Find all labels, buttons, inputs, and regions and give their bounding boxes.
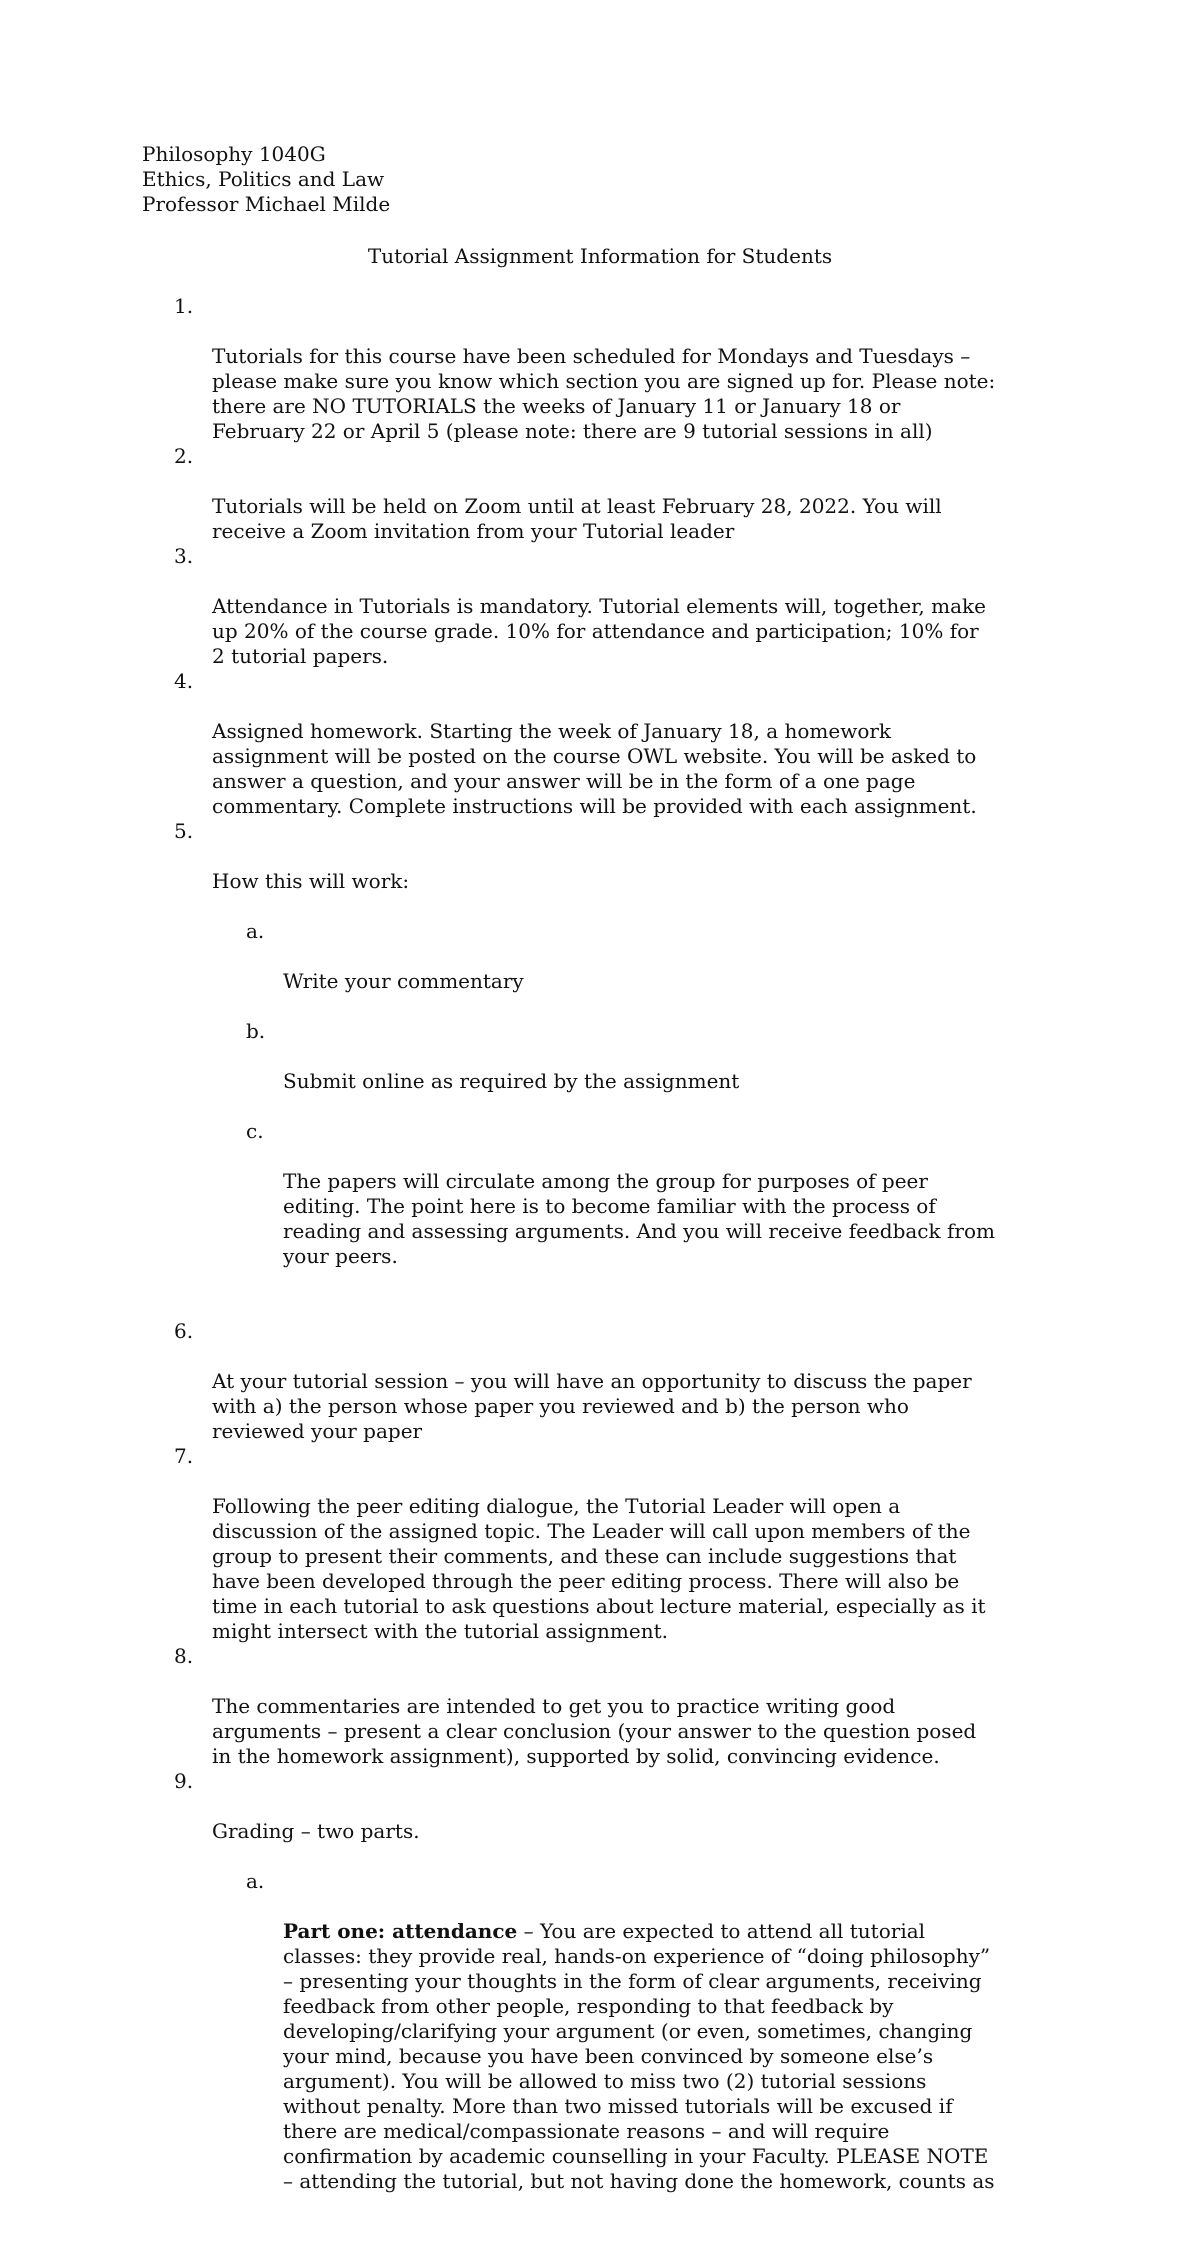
list-item-text: At your tutorial session – you will have an opportunity to discuss the paper with a) the person whose paper you reviewed and b) the person who reviewed your paper: [212, 1369, 972, 1443]
list-item: [0, 444, 1062, 544]
list-item: [0, 1444, 1062, 1644]
sub-list-item-text: Write your commentary: [283, 969, 524, 993]
list-item: [0, 1644, 1062, 1769]
sub-list-letter: c.: [246, 1119, 264, 1143]
list-item: [0, 819, 1062, 1319]
sub-list-letter: a.: [246, 919, 265, 943]
list-number: 7.: [174, 1444, 194, 1468]
list-item: [0, 1319, 1062, 1444]
sub-list: [212, 1844, 1062, 2219]
list-number: 2.: [174, 444, 194, 468]
course-subtitle: Ethics, Politics and Law: [142, 167, 385, 191]
list-number: 3.: [174, 544, 194, 568]
list-item-text: How this will work:: [212, 869, 410, 893]
sub-list-item-text: The papers will circulate among the group for purposes of peer editing. The point here is to become familiar with the process of reading and assessing arguments. And you will receive feedback from your peers.: [283, 1169, 995, 1268]
list-number: 1.: [174, 294, 194, 318]
part-one-heading: Part one: attendance: [283, 1919, 518, 1943]
professor-name: Professor Michael Milde: [142, 192, 391, 216]
list-item-text: Assigned homework. Starting the week of January 18, a homework assignment will be posted on the course OWL website. You will be asked to answer a question, and your answer will be in the form of a one page commentary. Complete instructions will be provided with each assignment.: [212, 719, 977, 818]
list-number: 4.: [174, 669, 194, 693]
sub-list-item-text: – You are expected to attend all tutorial classes: they provide real, hands-on experience of “doing philosophy” – presenting your thoughts in the form of clear arguments, receiving feedback from other people, responding to that feedback by developing/clarifying your argument (or even, sometimes, changing your mind, because you have been convinced by someone else’s argument). You will be allowed to miss two (2) tutorial sessions without penalty. More than two missed tutorials will be excused if there are medical/compassionate reasons – and will require confirmation by academic counselling in your Faculty. PLEASE NOTE – attending the tutorial, but not having done the homework, counts as: [283, 1919, 995, 2193]
list-item-text: Attendance in Tutorials is mandatory. Tutorial elements will, together, make up 20% of the course grade. 10% for attendance and participation; 10% for 2 tutorial papers.: [212, 594, 986, 668]
sub-list-letter: b.: [246, 1019, 266, 1043]
course-code: Philosophy 1040G: [142, 142, 326, 166]
list-item: [0, 544, 1062, 669]
list-number: 5.: [174, 819, 194, 843]
sub-list-item: [212, 1869, 1063, 2194]
sub-list-item: [212, 1019, 1063, 1094]
sub-list: [212, 894, 1062, 1294]
document-title: Tutorial Assignment Information for Students: [367, 244, 833, 268]
list-item: [0, 294, 1062, 444]
list-item-text: Grading – two parts.: [212, 1819, 420, 1843]
sub-list-letter: a.: [246, 1869, 265, 1893]
list-item-text: Following the peer editing dialogue, the Tutorial Leader will open a discussion of the assigned topic. The Leader will call upon members of the group to present their comments, and these can include suggestions that have been developed through the peer editing process. There will also be time in each tutorial to ask questions about lecture material, especially as it might intersect with the tutorial assignment.: [212, 1494, 986, 1643]
list-item-text: Tutorials for this course have been scheduled for Mondays and Tuesdays – please make sure you know which section you are signed up for. Please note: there are NO TUTORIALS the weeks of January 11 or January 18 or February 22 or April 5 (please note: there are 9 tutorial sessions in all): [212, 344, 996, 443]
list-number: 9.: [174, 1769, 194, 1793]
course-header: [142, 142, 390, 217]
list-number: 6.: [174, 1319, 194, 1343]
list-number: 8.: [174, 1644, 194, 1668]
list-item-text: Tutorials will be held on Zoom until at least February 28, 2022. You will receive a Zoom invitation from your Tutorial leader: [212, 494, 942, 543]
list-item: [0, 1769, 1062, 2244]
sub-list-item-text: Submit online as required by the assignment: [283, 1069, 740, 1093]
numbered-list: [0, 294, 1200, 2244]
list-item-text: The commentaries are intended to get you to practice writing good arguments – present a clear conclusion (your answer to the question posed in the homework assignment), supported by solid, convincing evidence.: [212, 1694, 977, 1768]
sub-list-item: [212, 919, 1063, 994]
sub-list-item: [212, 1119, 1063, 1269]
list-item: [0, 669, 1062, 819]
